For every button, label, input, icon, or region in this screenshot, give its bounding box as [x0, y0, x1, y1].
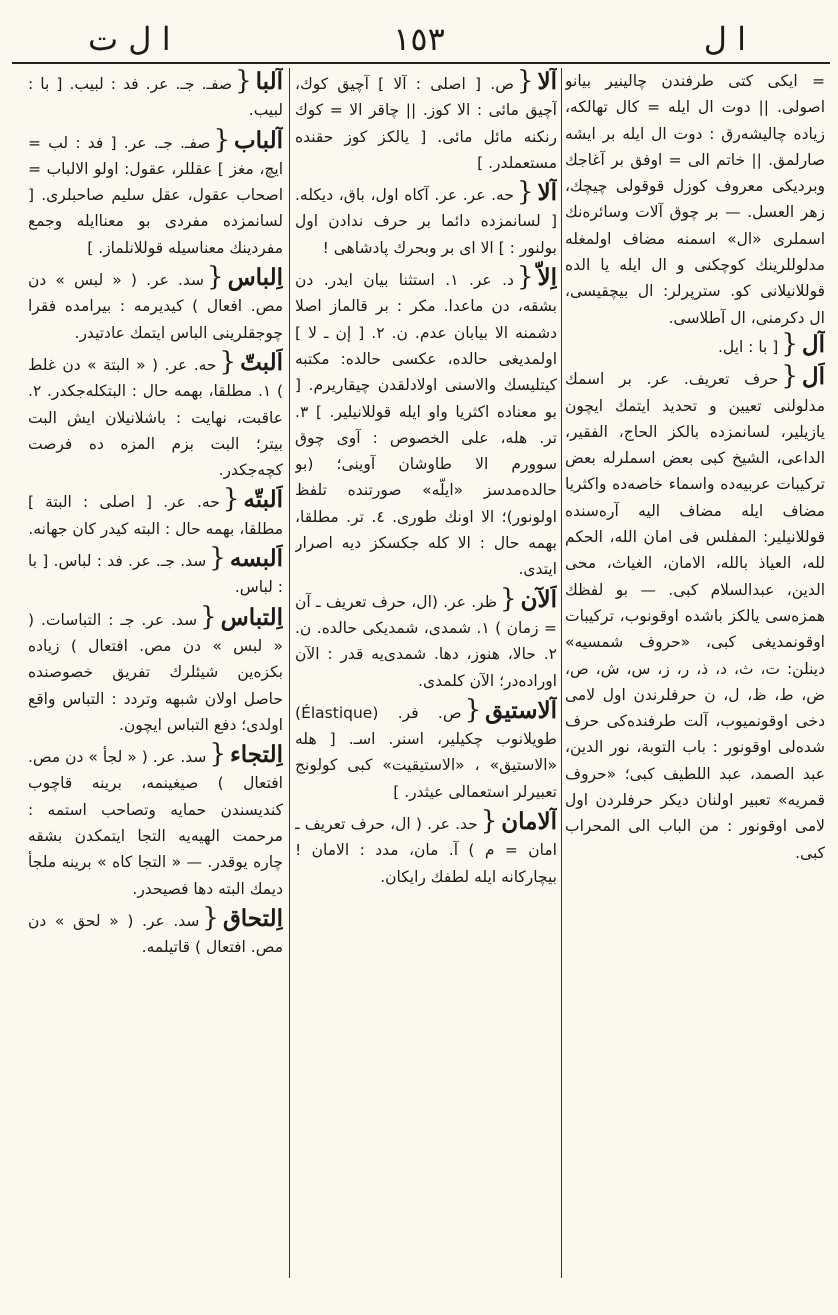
- definition: حرف تعریف. عر. بر اسمك مدلولنی تعیین و تحدید ایتمك ایچون یازیلیر، لسانمزده بالکز الحاج، الفقیر، الداعی، الشیخ کبی بعض اسملرله بعض ترکیبات عربیه‌ده واسماء خاصه‌ده واکثریا مضاف ایله مضاف الیه آره‌سنده قوللانیلیر: المفلس فی امان الله، الحکم لله، العیاذ بالله، الامان، الغیاث، محی الدین، عبدالسلام کبی. — بو لفظك همزه‌سی یالکز باشده اوقونوب، ترکیبات اوقونمدیغی کبی، «حروف شمسیه» دینلن: ت، ث، د، ذ، ر، ز، س، ش، ص، ض، ط، ظ، ل، ن حرفلرندن اول لامی دخی اوقونمیوب، آلت طرفنده‌کی حرف شده‌لی اوقونور : باب التوبة، نور الدین، عبد الصمد، عبد اللطیف کبی؛ «حروف قمریه» تعبیر اولنان دیکر حرفلردن اول لامی اوقونور : من الباب الی المحراب کبی.: [565, 370, 825, 862]
- dictionary-entry: اِلاّ{د. عر. ١. استثنا بیان ایدر. دن بشقه، دن ماعدا. مکر : بر قالماز اصلا دشمنه الا بیابان عدم. ن. ٢. [ إن ـ لا ] اولمدیغی حالده، عکسی حالده: مکتبه کیتلیسك والاسنی اولادلقدن چیقاریرم. [ بو معناده اکثریا واو ایله قوللانیلیر. ] ٣. تر. هله، علی الخصوص : آوی چوق سوورم الا طاوشان آوینی؛ (بو حالده‌مدسز «ایلّه» صورتنده تلفظ اولونور)؛ الا اونك طوری. ٤. تر. مطلقا، بهمه حال : الا کله جکسکز دیه اصرار ایتدی.: [295, 262, 557, 579]
- headword: آلامان: [501, 808, 557, 836]
- headword: اَلبسه: [229, 545, 283, 573]
- dictionary-entry: اَل{حرف تعریف. عر. بر اسمك مدلولنی تعیین و تحدید ایتمك ایچون یازیلیر، لسانمزده بالکز الحاج، الفقیر، الداعی، الشیخ کبی بعض اسملرله بعض ترکیبات عربیه‌ده واسماء خاصه‌ده واکثریا مضاف ایله مضاف الیه آره‌سنده قوللانیلیر: المفلس فی امان الله، الحکم لله، العیاذ بالله، الامان، الغیاث، محی الدین، عبدالسلام کبی. — بو لفظك همزه‌سی یالکز باشده اوقونوب، ترکیبات اوقونمدیغی کبی، «حروف شمسیه» دینلن: ت، ث، د، ذ، ر، ز، س، ش، ص، ض، ط، ظ، ل، ن حرفلرندن اول لامی دخی اوقونمیوب، آلت طرفنده‌کی حرف شده‌لی اوقونور : باب التوبة، نور الدین، عبد الصمد، عبد اللطیف کبی؛ «حروف قمریه» تعبیر اولنان دیکر حرفلردن اول لامی اوقونور : من الباب الی المحراب کبی.: [565, 361, 825, 862]
- dictionary-entry: آلبا{صفـ. جـ. عر. فد : لبیب. [ با : لبیب.: [28, 68, 283, 120]
- definition: حه. عر. عر. آکاه اول، باق، دیکله. [ لسانمزده دائما بر حرف ندادن اول بولنور : ] الا ای بر وبحرك پادشاهی !: [295, 186, 557, 257]
- headword: اَل: [801, 363, 825, 391]
- headword: آلا: [537, 179, 557, 207]
- headword: اِلتحاق: [222, 904, 283, 932]
- headword: آل: [801, 330, 825, 358]
- dictionary-entry: اِلتجاء{سد. عر. ( « لجأ » دن مص. افتعال ) صیغینمه، برینه قاچوب کندیسندن حمایه وتصاحب استمه : مرحمت الهیه‌یه التجا ایتمکدن بشقه چاره یوقدر. — « التجا کاه » برینه ملجأ دیمك البته دها فصیحدر.: [28, 739, 283, 898]
- headword: آلبا: [255, 68, 283, 95]
- definition: د. عر. ١. استثنا بیان ایدر. دن بشقه، دن ماعدا. مکر : بر قالماز اصلا دشمنه الا بیابان عدم. ن. ٢. [ إن ـ لا ] اولمدیغی حالده، عکسی حالده: مکتبه کیتلیسك والاسنی اولادلقدن چیقاریرم. [ بو معناده اکثریا واو ایله قوللانیلیر. ] ٣. تر. هله، علی الخصوص : آوی چوق سوورم الا طاوشان آوینی؛ (بو حالده‌مدسز «ایلّه» صورتنده تلفظ اولونور)؛ الا اونك طوری. ٤. تر. مطلقا، بهمه حال : الا کله جکسکز دیه اصرار ایتدی.: [295, 271, 557, 579]
- column-divider-2: [289, 68, 290, 1278]
- column-left: [28, 68, 283, 1288]
- dictionary-entry: آل{[ با : ایل.: [717, 328, 825, 359]
- dictionary-entry: آلاستیق{ص. فر. (Élastique) طویلانوب چکیلیر، اسنر. اسـ. [ هله «الاستیق» ، «الاستیقیت» کبی کولونج تعبیرلر استعمالی عیثدر. ]: [295, 694, 557, 801]
- dictionary-entry: آلا{حه. عر. عر. آکاه اول، باق، دیکله. [ لسانمزده دائما بر حرف ندادن اول بولنور : ] الا ای بر وبحرك پادشاهی !: [295, 177, 557, 257]
- continuation-text: = ایکی کتی طرفندن چالینیر بیانو اصولی. || دوت ال ایله = کال تهالکه، زیاده چالیشه‌رق : دوت ال ایله بر ایشه صارلمق. || خاتم الی = اوفق بر آغاجك وبردیکی معروف کوزل قوقولی چیچك، زهر العسل. — بر چوق آلات وسائره‌نك اسملری «ال» اسمنه مضاف اولمغله مدلوللرینك کوچکنی و ال ایله یا الده قوللانیلانی کو. سترپرلر: ال بیچقیسی، ال دکرمنی، ال آطلاسی.: [565, 72, 825, 327]
- page-header: [30, 14, 808, 64]
- definition: سد. جـ. عر. فد : لباس. [ با : لباس.: [28, 552, 283, 597]
- definition: سد. عر. ( « لبس » دن مص. افعال ) کیدیرمه : بیرامده فقرا چوجقلرینی الباس ایتمك عادتیدر.: [28, 271, 283, 342]
- page-number: ١٥٣: [393, 20, 445, 58]
- dictionary-entry: اِلباس{سد. عر. ( « لبس » دن مص. افعال ) کیدیرمه : بیرامده فقرا چوجقلرینی الباس ایتمك عادتیدر.: [28, 262, 283, 342]
- header-left: ا ل ت: [88, 20, 171, 58]
- header-rule: [12, 62, 830, 64]
- definition: حه. عر. [ اصلی : البتة ] مطلقا، بهمه حال : البته کیدر کان جهانه.: [28, 493, 283, 538]
- headword: آلاستیق: [485, 696, 557, 724]
- definition: ص. [ اصلی : آلا ] آچیق کوك، آچیق مائی : الا کوز. || چاقر الا = کوك رنکنه مائل مائی. [ یالکز کوز حقنده مستعملدر. ]: [295, 75, 557, 172]
- column-middle: [295, 68, 557, 1288]
- dictionary-entry: اَلبتّه{حه. عر. [ اصلی : البتة ] مطلقا، بهمه حال : البته کیدر کان جهانه.: [28, 484, 283, 538]
- definition: حه. عر. ( « البتة » دن غلط ) ١. مطلقا، بهمه حال : البتکله‌جکدر. ٢. عاقبت، نهایت : باشلانیلان ایش البت بیتر؛ البت بزم المزه ده فرصت کچه‌جکدر.: [28, 355, 283, 480]
- dictionary-entry: آلا{ص. [ اصلی : آلا ] آچیق کوك، آچیق مائی : الا کوز. || چاقر الا = کوك رنکنه مائل مائی. [ یالکز کوز حقنده مستعملدر. ]: [295, 68, 557, 172]
- headword: اِلتباس: [220, 603, 283, 631]
- headword: اِلاّ: [537, 264, 557, 292]
- headword: اَلبتّه: [243, 486, 283, 514]
- headword: آلا: [537, 68, 557, 95]
- definition: ص. فر. (Élastique) طویلانوب چکیلیر، اسنر. اسـ. [ هله «الاستیق» ، «الاستیقیت» کبی کولونج تعبیرلر استعمالی عیثدر. ]: [295, 703, 557, 801]
- dictionary-entry: آلباب{صفـ. جـ. عر. [ فد : لب = ایچ، مغز ] عقللر، عقول: اولو الالباب = اصحاب عقول، عقل سلیم صاحبلری. [ لسانمزده مفردی بو معناایله وجمع مفردینك معناسیله قوللانلماز. ]: [28, 124, 283, 257]
- definition: حد. عر. ( ال، حرف تعریف ـ امان = م ) آ. مان، مدد : الامان ! بیچارکانه ایله لطفك رایکان.: [295, 815, 557, 886]
- dictionary-entry: اَلآن{ظر. عر. (ال، حرف تعریف ـ آن = زمان ) ١. شمدی، شمدیکی حالده. ن. ٢. حالا، هنوز، دها. شمدی‌یه قدر : الآن اوراده‌در؛ الآن کلمدی.: [295, 583, 557, 690]
- headword: اَلآن: [520, 585, 557, 613]
- column-divider-1: [561, 68, 562, 1278]
- definition: سد. عر. جـ : التباسات. ( « لبس » دن مص. افتعال ) زیاده بکزه‌ین شیئلرك تفریق خصوصنده حاصل اولان شبهه وتردد : التباس واقع اولدی؛ دفع التباس ایچون.: [28, 610, 283, 734]
- headword: اِلباس: [227, 264, 283, 292]
- definition: ظر. عر. (ال، حرف تعریف ـ آن = زمان ) ١. شمدی، شمدیکی حالده. ن. ٢. حالا، هنوز، دها. شمدی‌یه قدر : الآن اوراده‌در؛ الآن کلمدی.: [295, 592, 557, 690]
- header-right: ا ل: [703, 20, 746, 58]
- dictionary-entry: اَلبتّ{حه. عر. ( « البتة » دن غلط ) ١. مطلقا، بهمه حال : البتکله‌جکدر. ٢. عاقبت، نهایت : باشلانیلان ایش البت بیتر؛ البت بزم المزه ده فرصت کچه‌جکدر.: [28, 346, 283, 480]
- definition: سد. عر. ( « لحق » دن مص. افتعال ) قاتیلمه.: [28, 911, 283, 957]
- definition: صفـ. جـ. عر. فد : لبیب. [ با : لبیب.: [28, 75, 283, 120]
- definition: [ با : ایل.: [717, 337, 779, 356]
- definition: سد. عر. ( « لجأ » دن مص. افتعال ) صیغینمه، برینه قاچوب کندیسندن حمایه وتصاحب استمه : مرحمت الهیه‌یه التجا ایتمکدن بشقه چاره یوقدر. — « التجا کاه » برینه ملجأ دیمك البته دها فصیحدر.: [28, 748, 283, 898]
- dictionary-entry: اِلتباس{سد. عر. جـ : التباسات. ( « لبس » دن مص. افتعال ) زیاده بکزه‌ین شیئلرك تفریق خصوصنده حاصل اولان شبهه وتردد : التباس واقع اولدی؛ دفع التباس ایچون.: [28, 601, 283, 734]
- headword: آلباب: [234, 126, 283, 154]
- column-right: [565, 68, 825, 1288]
- dictionary-entry: اَلبسه{سد. جـ. عر. فد : لباس. [ با : لباس.: [28, 543, 283, 597]
- headword: اِلتجاء: [229, 741, 283, 769]
- headword: اَلبتّ: [240, 348, 283, 376]
- dictionary-entry: آلامان{حد. عر. ( ال، حرف تعریف ـ امان = م ) آ. مان، مدد : الامان ! بیچارکانه ایله لطفك رایکان.: [295, 806, 557, 886]
- dictionary-entry: اِلتحاق{سد. عر. ( « لحق » دن مص. افتعال ) قاتیلمه.: [28, 902, 283, 957]
- definition: صفـ. جـ. عر. [ فد : لب = ایچ، مغز ] عقللر، عقول: اولو الالباب = اصحاب عقول، عقل سلیم صاحبلری. [ لسانمزده مفردی بو معناایله وجمع مفردینك معناسیله قوللانلماز. ]: [28, 133, 283, 257]
